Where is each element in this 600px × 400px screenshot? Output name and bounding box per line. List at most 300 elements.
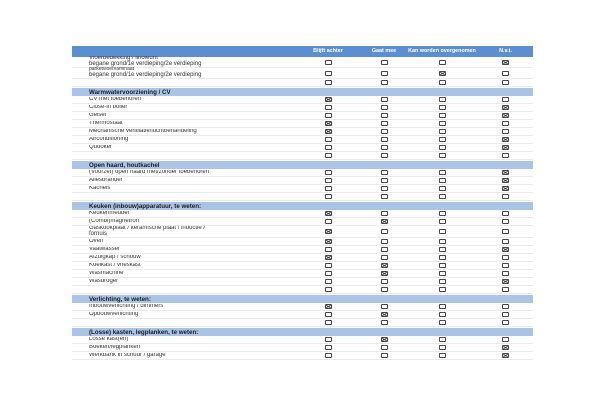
checkbox-blijft-achter[interactable] [325,194,332,199]
checkbox-nvt[interactable] [502,60,509,65]
cell-kan-worden-overgenomen [406,287,478,292]
row-label: Vaatwasser [89,246,120,252]
checkbox-blijft-achter[interactable] [325,345,332,350]
checkbox-kan-worden-overgenomen[interactable] [439,129,446,134]
row-label: (Voorzet) open haard met/zonder toebehoren [89,169,210,175]
table-row [72,79,533,87]
checkbox-blijft-achter[interactable] [325,153,332,158]
table-row [72,262,533,270]
cell-gaat-mee [362,320,406,325]
checkbox-nvt[interactable] [502,71,509,76]
checkbox-gaat-mee[interactable] [381,178,388,183]
cell-gaat-mee [362,186,406,191]
table-row [72,128,533,136]
checkbox-kan-worden-overgenomen[interactable] [439,304,446,309]
cell-nvt [478,263,533,268]
checkbox-kan-worden-overgenomen[interactable] [439,137,446,142]
cell-gaat-mee [362,113,406,118]
checkbox-nvt[interactable] [502,287,509,292]
cell-nvt [478,247,533,252]
cell-nvt [478,229,533,234]
cell-kan-worden-overgenomen [406,153,478,158]
row-label: Afzuigkap / schouw [89,254,141,260]
checkbox-kan-worden-overgenomen[interactable] [439,211,446,216]
cell-gaat-mee [362,170,406,175]
row-label: (Combi)magnetron [89,218,140,224]
checkbox-gaat-mee[interactable] [381,304,388,309]
checkbox-blijft-achter[interactable] [325,304,332,309]
cell-nvt [478,145,533,150]
table-row [72,246,533,254]
checkbox-blijft-achter[interactable] [325,121,332,126]
cell-nvt [478,194,533,199]
checkbox-kan-worden-overgenomen[interactable] [439,337,446,342]
row-label: CV met toebehoren [89,96,142,102]
checkbox-kan-worden-overgenomen[interactable] [439,353,446,358]
row-label: Koelkast / vrieskast [89,262,141,268]
checkbox-blijft-achter[interactable] [325,279,332,284]
checkbox-blijft-achter[interactable] [325,255,332,260]
checkbox-kan-worden-overgenomen[interactable] [439,186,446,191]
cell-gaat-mee [362,178,406,183]
checkbox-blijft-achter[interactable] [325,113,332,118]
cell-nvt [478,279,533,284]
checkbox-gaat-mee[interactable] [381,320,388,325]
cell-nvt [478,255,533,260]
checkbox-gaat-mee[interactable] [381,239,388,244]
cell-blijft-achter [294,312,362,317]
checkbox-gaat-mee[interactable] [381,353,388,358]
table-row [72,104,533,112]
checkbox-kan-worden-overgenomen[interactable] [439,279,446,284]
checkbox-nvt[interactable] [502,263,509,268]
checkbox-gaat-mee[interactable] [381,211,388,216]
checkbox-gaat-mee[interactable] [381,247,388,252]
cell-gaat-mee [362,255,406,260]
cell-blijft-achter [294,60,362,65]
cell-kan-worden-overgenomen [406,279,478,284]
column-header-kan-worden-overgenomen: Kan worden overgenomen [408,47,476,54]
checkbox-nvt[interactable] [502,129,509,134]
cell-blijft-achter [294,170,362,175]
checkbox-kan-worden-overgenomen[interactable] [439,255,446,260]
cell-nvt [478,320,533,325]
cell-gaat-mee [362,153,406,158]
cell-kan-worden-overgenomen [406,337,478,342]
row-label: Wasdroger [89,278,119,284]
cell-nvt [478,353,533,358]
checkbox-kan-worden-overgenomen[interactable] [439,247,446,252]
cell-nvt [478,80,533,85]
row-label: Gaskookplaat / keramische plaat / inductie / fornuis [89,225,206,237]
checkbox-nvt[interactable] [502,304,509,309]
cell-blijft-achter [294,137,362,142]
cell-kan-worden-overgenomen [406,80,478,85]
checkbox-nvt[interactable] [502,105,509,110]
checkbox-blijft-achter[interactable] [325,170,332,175]
checkbox-nvt[interactable] [502,229,509,234]
cell-nvt [478,105,533,110]
row-label: Mechanische ventilatie/luchtbehandeling [89,128,197,134]
checkbox-nvt[interactable] [502,80,509,85]
cell-blijft-achter [294,211,362,216]
cell-kan-worden-overgenomen [406,312,478,317]
inventory-checklist-table [72,46,533,360]
checkbox-gaat-mee[interactable] [381,105,388,110]
cell-kan-worden-overgenomen [406,255,478,260]
cell-kan-worden-overgenomen [406,145,478,150]
cell-gaat-mee [362,105,406,110]
checkbox-blijft-achter[interactable] [325,137,332,142]
cell-nvt [478,153,533,158]
cell-kan-worden-overgenomen [406,113,478,118]
cell-kan-worden-overgenomen [406,71,478,76]
checkbox-nvt[interactable] [502,170,509,175]
table-row [72,218,533,226]
cell-kan-worden-overgenomen [406,186,478,191]
checkbox-blijft-achter[interactable] [325,320,332,325]
table-row [72,278,533,286]
cell-blijft-achter [294,320,362,325]
checkbox-blijft-achter[interactable] [325,145,332,150]
checkbox-blijft-achter[interactable] [325,105,332,110]
checkbox-blijft-achter[interactable] [325,271,332,276]
checkbox-kan-worden-overgenomen[interactable] [439,194,446,199]
table-row [72,112,533,120]
cell-kan-worden-overgenomen [406,194,478,199]
cell-blijft-achter [294,113,362,118]
cell-kan-worden-overgenomen [406,97,478,102]
cell-blijft-achter [294,97,362,102]
cell-blijft-achter [294,229,362,234]
checkbox-blijft-achter[interactable] [325,263,332,268]
checkbox-kan-worden-overgenomen[interactable] [439,312,446,317]
checkbox-gaat-mee[interactable] [381,263,388,268]
cell-kan-worden-overgenomen [406,105,478,110]
checkbox-gaat-mee[interactable] [381,186,388,191]
cell-kan-worden-overgenomen [406,320,478,325]
checkbox-gaat-mee[interactable] [381,153,388,158]
cell-kan-worden-overgenomen [406,247,478,252]
checkbox-kan-worden-overgenomen[interactable] [439,80,446,85]
table-row [72,254,533,262]
column-header-blijft-achter: Blijft achter [313,47,343,54]
cell-gaat-mee [362,279,406,284]
table-row [72,193,533,201]
cell-gaat-mee [362,287,406,292]
cell-nvt [478,312,533,317]
cell-kan-worden-overgenomen [406,178,478,183]
checkbox-gaat-mee[interactable] [381,312,388,317]
checkbox-blijft-achter[interactable] [325,178,332,183]
checkbox-blijft-achter[interactable] [325,219,332,224]
table-row [72,336,533,344]
row-label: Geiser [89,112,107,118]
cell-blijft-achter [294,239,362,244]
cell-kan-worden-overgenomen [406,219,478,224]
checkbox-kan-worden-overgenomen[interactable] [439,178,446,183]
cell-blijft-achter [294,337,362,342]
row-label: Inbouwverlichting / dimmers [89,303,164,309]
checkbox-nvt[interactable] [502,255,509,260]
cell-nvt [478,121,533,126]
cell-nvt [478,239,533,244]
checkbox-blijft-achter[interactable] [325,229,332,234]
cell-nvt [478,129,533,134]
checkbox-gaat-mee[interactable] [381,129,388,134]
cell-kan-worden-overgenomen [406,263,478,268]
cell-blijft-achter [294,287,362,292]
cell-kan-worden-overgenomen [406,137,478,142]
checkbox-blijft-achter[interactable] [325,71,332,76]
cell-kan-worden-overgenomen [406,271,478,276]
table-row [72,185,533,193]
cell-gaat-mee [362,219,406,224]
table-row [72,144,533,152]
row-label: Keukenmeubel [89,210,130,216]
checkbox-kan-worden-overgenomen[interactable] [439,121,446,126]
cell-gaat-mee [362,239,406,244]
cell-gaat-mee [362,60,406,65]
cell-gaat-mee [362,97,406,102]
row-label: Quooker [89,144,113,150]
cell-blijft-achter [294,345,362,350]
table-header [72,46,533,57]
cell-gaat-mee [362,271,406,276]
table-row [72,270,533,278]
table-row [72,96,533,104]
table-row [72,152,533,160]
cell-kan-worden-overgenomen [406,304,478,309]
checkbox-nvt[interactable] [502,178,509,183]
table-body [72,57,533,360]
cell-nvt [478,186,533,191]
cell-kan-worden-overgenomen [406,345,478,350]
checkbox-nvt[interactable] [502,186,509,191]
cell-nvt [478,60,533,65]
cell-kan-worden-overgenomen [406,239,478,244]
checkbox-gaat-mee[interactable] [381,145,388,150]
checkbox-kan-worden-overgenomen[interactable] [439,113,446,118]
checkbox-gaat-mee[interactable] [381,194,388,199]
checkbox-nvt[interactable] [502,320,509,325]
cell-gaat-mee [362,345,406,350]
checkbox-nvt[interactable] [502,345,509,350]
cell-nvt [478,71,533,76]
row-label: Airconditioning [89,136,129,142]
section-header: Open haard, houtkachel [72,161,533,169]
table-row [72,226,533,238]
cell-blijft-achter [294,255,362,260]
checkbox-kan-worden-overgenomen[interactable] [439,271,446,276]
checkbox-nvt[interactable] [502,211,509,216]
checkbox-kan-worden-overgenomen[interactable] [439,287,446,292]
cell-nvt [478,287,533,292]
cell-gaat-mee [362,71,406,76]
cell-blijft-achter [294,145,362,150]
checkbox-blijft-achter[interactable] [325,129,332,134]
checkbox-nvt[interactable] [502,337,509,342]
checkbox-kan-worden-overgenomen[interactable] [439,263,446,268]
table-row [72,286,533,294]
cell-nvt [478,219,533,224]
checkbox-nvt[interactable] [502,271,509,276]
checkbox-kan-worden-overgenomen[interactable] [439,239,446,244]
checkbox-kan-worden-overgenomen[interactable] [439,145,446,150]
row-label: Thermostaat [89,120,123,126]
checkbox-blijft-achter[interactable] [325,97,332,102]
cell-nvt [478,211,533,216]
cell-blijft-achter [294,71,362,76]
checkbox-gaat-mee[interactable] [381,170,388,175]
cell-gaat-mee [362,194,406,199]
checkbox-gaat-mee[interactable] [381,229,388,234]
checkbox-kan-worden-overgenomen[interactable] [439,320,446,325]
row-label: Close-in boiler [89,104,128,110]
section-header: (Losse) kasten, legplanken, te weten: [72,328,533,336]
checkbox-nvt[interactable] [502,194,509,199]
cell-blijft-achter [294,304,362,309]
checkbox-gaat-mee[interactable] [381,287,388,292]
checkbox-kan-worden-overgenomen[interactable] [439,153,446,158]
table-row [72,57,533,68]
checkbox-nvt[interactable] [502,247,509,252]
column-header-nvt: N.v.t. [499,47,512,54]
cell-kan-worden-overgenomen [406,121,478,126]
checkbox-nvt[interactable] [502,121,509,126]
cell-blijft-achter [294,129,362,134]
cell-gaat-mee [362,80,406,85]
cell-blijft-achter [294,219,362,224]
table-row [72,68,533,79]
checkbox-nvt[interactable] [502,145,509,150]
checkbox-gaat-mee[interactable] [381,345,388,350]
checkbox-nvt[interactable] [502,219,509,224]
row-label: Boeken/legplanken [89,344,141,350]
cell-nvt [478,304,533,309]
checkbox-nvt[interactable] [502,97,509,102]
table-row [72,303,533,311]
checkbox-kan-worden-overgenomen[interactable] [439,97,446,102]
checkbox-blijft-achter[interactable] [325,312,332,317]
cell-gaat-mee [362,121,406,126]
checkbox-kan-worden-overgenomen[interactable] [439,219,446,224]
checkbox-kan-worden-overgenomen[interactable] [439,71,446,76]
column-header-gaat-mee: Gaat mee [371,47,397,54]
table-row [72,319,533,327]
cell-nvt [478,345,533,350]
checkbox-blijft-achter[interactable] [325,353,332,358]
cell-kan-worden-overgenomen [406,353,478,358]
cell-gaat-mee [362,353,406,358]
cell-nvt [478,137,533,142]
row-label: Allesbrander [89,177,123,183]
cell-blijft-achter [294,153,362,158]
checkbox-gaat-mee[interactable] [381,271,388,276]
cell-gaat-mee [362,337,406,342]
table-row [72,120,533,128]
cell-blijft-achter [294,186,362,191]
checkbox-nvt[interactable] [502,137,509,142]
table-row [72,210,533,218]
checkbox-blijft-achter[interactable] [325,337,332,342]
section-header: Verlichting, te weten: [72,295,533,303]
cell-gaat-mee [362,129,406,134]
checkbox-nvt[interactable] [502,353,509,358]
cell-gaat-mee [362,145,406,150]
cell-nvt [478,337,533,342]
checkbox-gaat-mee[interactable] [381,279,388,284]
checkbox-blijft-achter[interactable] [325,247,332,252]
checkbox-gaat-mee[interactable] [381,255,388,260]
checkbox-blijft-achter[interactable] [325,80,332,85]
cell-blijft-achter [294,80,362,85]
cell-gaat-mee [362,263,406,268]
checkbox-gaat-mee[interactable] [381,121,388,126]
checkbox-gaat-mee[interactable] [381,137,388,142]
cell-nvt [478,97,533,102]
checkbox-gaat-mee[interactable] [381,337,388,342]
cell-gaat-mee [362,247,406,252]
checkbox-nvt[interactable] [502,153,509,158]
row-label: Kachels [89,185,111,191]
checkbox-blijft-achter[interactable] [325,60,332,65]
checkbox-kan-worden-overgenomen[interactable] [439,229,446,234]
row-label: Opbouwverlichting [89,311,139,317]
cell-kan-worden-overgenomen [406,60,478,65]
checkbox-gaat-mee[interactable] [381,219,388,224]
cell-kan-worden-overgenomen [406,229,478,234]
checkbox-kan-worden-overgenomen[interactable] [439,60,446,65]
table-row [72,177,533,185]
row-label: Wasmachine [89,270,124,276]
checkbox-gaat-mee[interactable] [381,113,388,118]
cell-nvt [478,178,533,183]
checkbox-gaat-mee[interactable] [381,80,388,85]
cell-blijft-achter [294,194,362,199]
checkbox-nvt[interactable] [502,279,509,284]
table-row [72,344,533,352]
table-row [72,136,533,144]
row-label: Vloerbedekking / linoleum begane grond/1e verdieping/2e verdieping [89,56,202,67]
table-row [72,352,533,360]
checkbox-blijft-achter[interactable] [325,239,332,244]
cell-blijft-achter [294,178,362,183]
row-label: Oven [89,238,104,244]
checkbox-gaat-mee[interactable] [381,60,388,65]
table-row [72,311,533,319]
cell-kan-worden-overgenomen [406,211,478,216]
cell-nvt [478,170,533,175]
checkbox-kan-worden-overgenomen[interactable] [439,105,446,110]
checkbox-nvt[interactable] [502,312,509,317]
cell-nvt [478,113,533,118]
checkbox-blijft-achter[interactable] [325,186,332,191]
cell-gaat-mee [362,137,406,142]
checkbox-gaat-mee[interactable] [381,97,388,102]
checkbox-nvt[interactable] [502,113,509,118]
checkbox-kan-worden-overgenomen[interactable] [439,345,446,350]
cell-gaat-mee [362,229,406,234]
checkbox-gaat-mee[interactable] [381,71,388,76]
cell-blijft-achter [294,121,362,126]
checkbox-blijft-achter[interactable] [325,287,332,292]
cell-blijft-achter [294,263,362,268]
checkbox-nvt[interactable] [502,239,509,244]
checkbox-blijft-achter[interactable] [325,211,332,216]
checkbox-kan-worden-overgenomen[interactable] [439,170,446,175]
cell-nvt [478,271,533,276]
